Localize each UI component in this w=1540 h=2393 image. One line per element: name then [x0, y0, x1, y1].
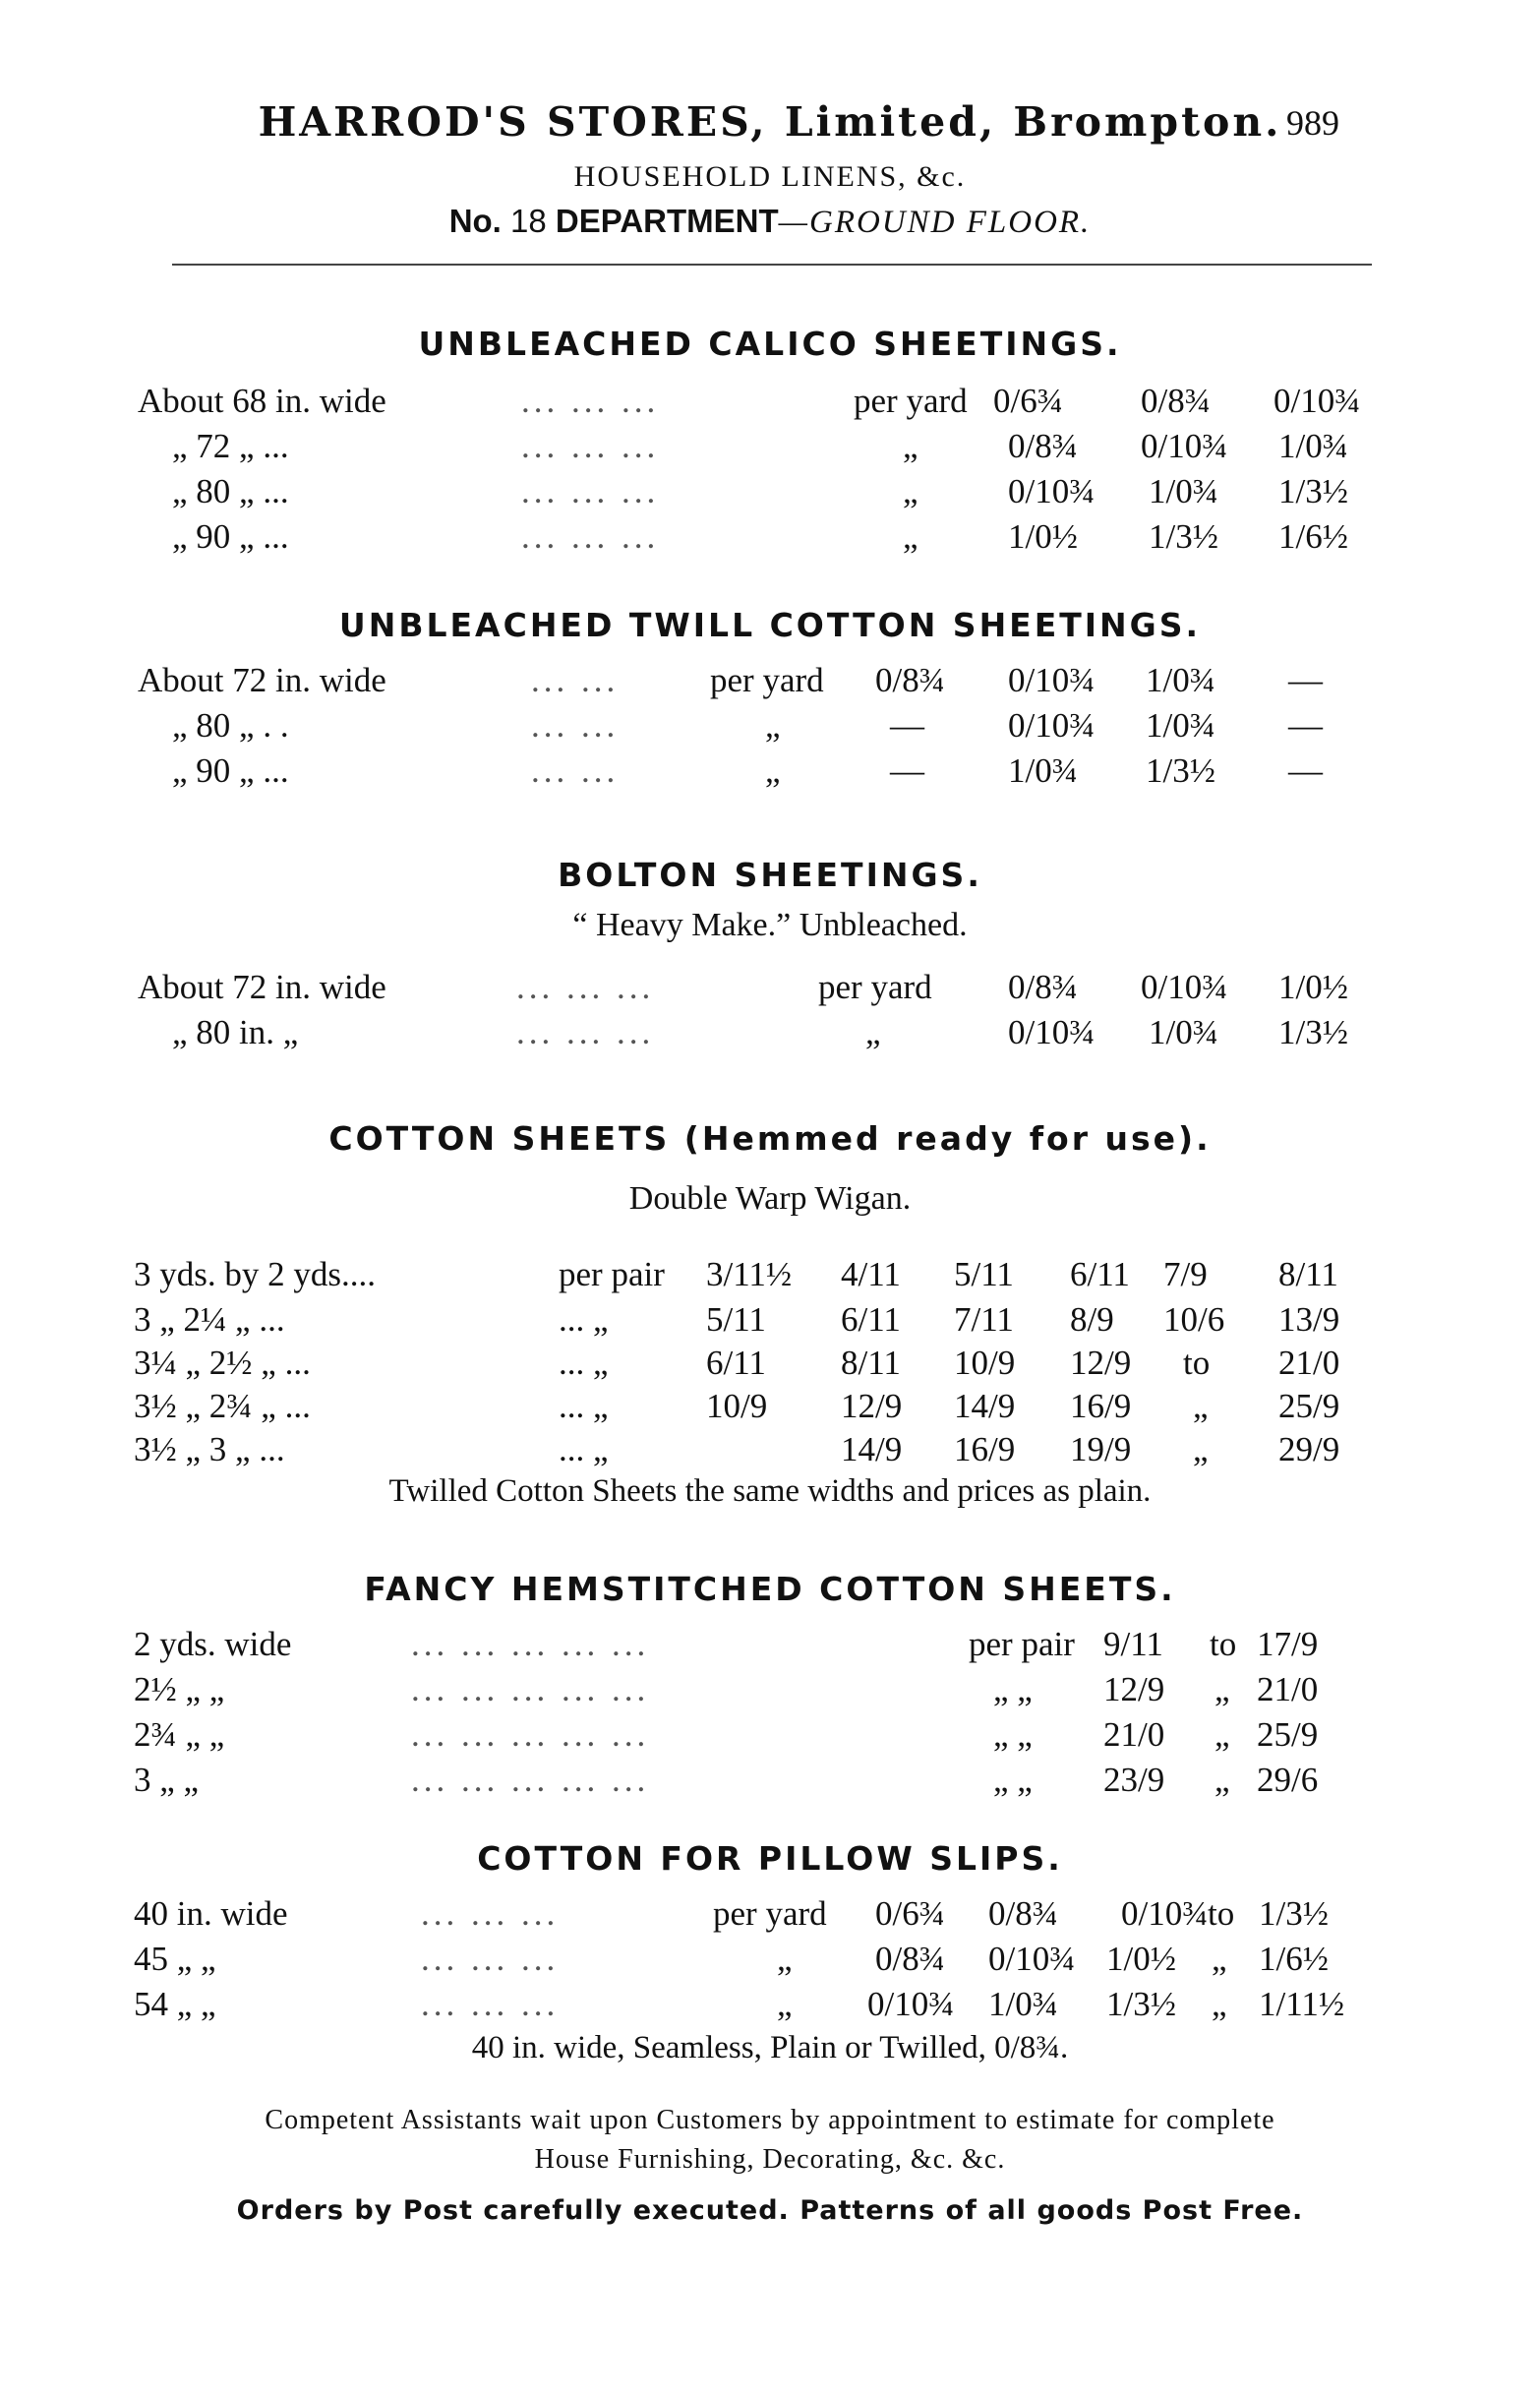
price-cell: „	[1193, 1430, 1209, 1468]
price-cell: 1/0¾	[1146, 661, 1215, 699]
price-cell: 0/10¾	[988, 1940, 1076, 1978]
footer-line-2: House Furnishing, Decorating, &c. &c.	[534, 2144, 1006, 2175]
table-row	[0, 1013, 1540, 1056]
table-row	[0, 1894, 1540, 1938]
leader-dots: ... ... ...	[516, 1013, 655, 1051]
price-cell: 1/0¾	[988, 1985, 1058, 2023]
price-cell: 12/9	[841, 1387, 903, 1425]
section-title-cotton-sheets: COTTON SHEETS (Hemmed ready for use).	[328, 1119, 1212, 1158]
cotton-sheets-subline: Double Warp Wigan.	[628, 1180, 912, 1217]
table-row	[0, 1761, 1540, 1804]
table-row	[0, 1940, 1540, 1983]
unit-cell: ... „	[559, 1300, 609, 1339]
price-cell: —	[890, 751, 924, 790]
unit-cell: per yard	[818, 968, 932, 1006]
price-cell: 16/9	[954, 1430, 1016, 1468]
size-cell: „ 90 „ ...	[172, 517, 289, 556]
size-cell: 3½ „ 2¾ „ ...	[134, 1387, 311, 1425]
footer-line-3: Orders by Post carefully executed. Patterns of all goods Post Free.	[236, 2195, 1304, 2226]
price-cell: 13/9	[1278, 1300, 1340, 1339]
price-cell: 0/10¾	[1273, 382, 1361, 420]
price-cell: 8/11	[841, 1344, 901, 1382]
leader-dots: ... ... ...	[516, 968, 655, 1006]
leader-dots: ... ... ...	[521, 517, 660, 556]
price-cell: 1/0¾	[1146, 706, 1215, 745]
price-cell: 21/0	[1278, 1344, 1340, 1382]
price-cell: 21/0	[1103, 1715, 1165, 1754]
unit-cell: „	[777, 1940, 793, 1978]
size-cell: „ 72 „ ...	[172, 427, 289, 465]
unit-cell: „ „	[993, 1670, 1033, 1708]
table-row	[0, 968, 1540, 1011]
section-title-hemstitched: FANCY HEMSTITCHED COTTON SHEETS.	[364, 1570, 1176, 1608]
dept-number: 18	[510, 203, 547, 239]
size-cell: „ 80 in. „	[172, 1013, 299, 1051]
size-cell: 3¼ „ 2½ „ ...	[134, 1344, 311, 1382]
unit-cell: per pair	[559, 1255, 665, 1293]
leader-dots: ... ... ...	[421, 1940, 560, 1978]
price-cell: 29/9	[1278, 1430, 1340, 1468]
price-cell: 0/8¾	[875, 1940, 945, 1978]
price-cell: 1/11½	[1259, 1985, 1345, 2023]
price-cell: 16/9	[1070, 1387, 1132, 1425]
leader-dots: ... ...	[531, 661, 620, 699]
price-cell: —	[1288, 661, 1323, 699]
price-cell: 25/9	[1278, 1387, 1340, 1425]
table-row	[0, 661, 1540, 704]
unit-cell: „	[903, 517, 918, 556]
price-cell: 1/3½	[1259, 1894, 1329, 1933]
table-row	[0, 427, 1540, 470]
table-row	[0, 1344, 1540, 1387]
leader-dots: ... ... ... ... ...	[411, 1670, 650, 1708]
price-cell: „	[1214, 1715, 1230, 1754]
price-cell: 6/11	[1070, 1255, 1130, 1293]
price-cell: 1/6½	[1278, 517, 1348, 556]
price-cell: 1/0¾	[1278, 427, 1348, 465]
leader-dots: ... ... ...	[521, 427, 660, 465]
unit-cell: per yard	[854, 382, 968, 420]
price-cell: 12/9	[1070, 1344, 1132, 1382]
size-cell: About 68 in. wide	[138, 382, 386, 420]
size-cell: About 72 in. wide	[138, 661, 386, 699]
price-cell: 0/8¾	[875, 661, 945, 699]
price-cell: 10/9	[706, 1387, 768, 1425]
table-row	[0, 472, 1540, 515]
unit-cell: „	[903, 427, 918, 465]
dept-label: No.	[448, 203, 502, 239]
price-cell: 1/0¾	[1149, 1013, 1218, 1051]
unit-cell: ... „	[559, 1344, 609, 1382]
price-cell: 1/3½	[1106, 1985, 1176, 2023]
bolton-subline: “ Heavy Make.” Unbleached.	[572, 907, 968, 943]
table-row	[0, 1387, 1540, 1430]
size-cell: 2¾ „ „	[134, 1715, 225, 1754]
price-cell: 25/9	[1257, 1715, 1319, 1754]
leader-dots: ... ...	[531, 751, 620, 790]
price-cell: 19/9	[1070, 1430, 1132, 1468]
dept-name: DEPARTMENT	[555, 203, 779, 239]
size-cell: „ 90 „ ...	[172, 751, 289, 790]
price-cell: 0/8¾	[988, 1894, 1058, 1933]
section-title-twill: UNBLEACHED TWILL COTTON SHEETINGS.	[338, 606, 1202, 644]
size-cell: „ 80 „ . .	[172, 706, 289, 745]
unit-cell: „ „	[993, 1761, 1033, 1799]
size-cell: 3 „ 2¼ „ ...	[134, 1300, 285, 1339]
cotton-sheets-note: Twilled Cotton Sheets the same widths and prices as plain.	[388, 1473, 1152, 1509]
price-cell: 17/9	[1257, 1625, 1319, 1663]
unit-cell: „	[865, 1013, 881, 1051]
table-row	[0, 1255, 1540, 1298]
price-cell: 0/10¾	[867, 1985, 955, 2023]
price-cell: —	[890, 706, 924, 745]
table-row	[0, 1985, 1540, 2028]
price-cell: 5/11	[706, 1300, 766, 1339]
size-cell: 2 yds. wide	[134, 1625, 292, 1663]
price-cell: 3/11½	[706, 1255, 793, 1293]
price-cell: 0/10¾	[1008, 706, 1096, 745]
price-cell: 7/11	[954, 1300, 1014, 1339]
price-cell: 5/11	[954, 1255, 1014, 1293]
price-cell: 1/3½	[1278, 472, 1348, 510]
header-divider	[172, 264, 1372, 266]
department-heading	[0, 203, 1540, 241]
size-cell: 3½ „ 3 „ ...	[134, 1430, 285, 1468]
price-cell: 1/3½	[1146, 751, 1215, 790]
size-cell: 2½ „ „	[134, 1670, 225, 1708]
price-cell: —	[1288, 751, 1323, 790]
price-cell: „	[1212, 1985, 1227, 2023]
department-subtitle: HOUSEHOLD LINENS, &c.	[573, 160, 967, 193]
size-cell: 45 „ „	[134, 1940, 216, 1978]
dept-floor: —GROUND FLOOR.	[778, 205, 1092, 240]
price-cell: 4/11	[841, 1255, 901, 1293]
price-cell: 14/9	[954, 1387, 1016, 1425]
unit-cell: „	[777, 1985, 793, 2023]
price-cell: 8/11	[1278, 1255, 1338, 1293]
unit-cell: ... „	[559, 1430, 609, 1468]
price-cell: 10/9	[954, 1344, 1016, 1382]
size-cell: 40 in. wide	[134, 1894, 288, 1933]
unit-cell: per yard	[713, 1894, 827, 1933]
price-cell: 14/9	[841, 1430, 903, 1468]
unit-cell: „	[903, 472, 918, 510]
unit-cell: „	[765, 706, 781, 745]
price-cell: 0/8¾	[1008, 968, 1078, 1006]
store-title: HARROD'S STORES, Limited, Brompton.	[258, 98, 1282, 146]
table-row	[0, 1715, 1540, 1759]
price-cell: 0/10¾	[1141, 968, 1228, 1006]
price-cell: 1/3½	[1278, 1013, 1348, 1051]
table-row	[0, 751, 1540, 795]
price-cell: to	[1208, 1894, 1235, 1933]
leader-dots: ... ... ...	[521, 472, 660, 510]
unit-cell: per yard	[710, 661, 824, 699]
leader-dots: ... ... ... ... ...	[411, 1625, 650, 1663]
size-cell: About 72 in. wide	[138, 968, 386, 1006]
section-title-pillow-slips: COTTON FOR PILLOW SLIPS.	[477, 1839, 1063, 1878]
price-cell: 0/10¾	[1008, 1013, 1096, 1051]
price-cell: „	[1214, 1670, 1230, 1708]
price-cell: 1/6½	[1259, 1940, 1329, 1978]
leader-dots: ... ... ... ... ...	[411, 1715, 650, 1754]
price-cell: 0/10¾	[1008, 472, 1096, 510]
price-cell: 1/3½	[1149, 517, 1218, 556]
price-cell: 23/9	[1103, 1761, 1165, 1799]
price-cell: 6/11	[706, 1344, 766, 1382]
price-cell: „	[1214, 1761, 1230, 1799]
leader-dots: ... ... ... ... ...	[411, 1761, 650, 1799]
pillow-slips-note: 40 in. wide, Seamless, Plain or Twilled, 0/8¾.	[471, 2030, 1069, 2065]
leader-dots: ... ... ...	[421, 1894, 560, 1933]
unit-cell: „ „	[993, 1715, 1033, 1754]
page-number: 989	[1286, 103, 1339, 143]
price-cell: 0/6¾	[875, 1894, 945, 1933]
table-row	[0, 1670, 1540, 1713]
table-row	[0, 706, 1540, 749]
price-cell: 1/0½	[1278, 968, 1348, 1006]
footer-line-1: Competent Assistants wait upon Customers by appointment to estimate for complete	[265, 2105, 1275, 2135]
leader-dots: ... ... ...	[521, 382, 660, 420]
price-cell: „	[1193, 1387, 1209, 1425]
price-cell: 29/6	[1257, 1761, 1319, 1799]
section-title-bolton: BOLTON SHEETINGS.	[558, 856, 982, 894]
price-cell: 0/8¾	[1008, 427, 1078, 465]
price-cell: 7/9	[1163, 1255, 1208, 1293]
price-cell: 0/10¾	[1008, 661, 1096, 699]
price-cell: 0/8¾	[1141, 382, 1211, 420]
price-cell: 6/11	[841, 1300, 901, 1339]
price-cell: 1/0½	[1008, 517, 1078, 556]
price-cell: 12/9	[1103, 1670, 1165, 1708]
size-cell: „ 80 „ ...	[172, 472, 289, 510]
section-title-calico: UNBLEACHED CALICO SHEETINGS.	[418, 325, 1122, 363]
size-cell: 54 „ „	[134, 1985, 216, 2023]
unit-cell: „	[765, 751, 781, 790]
table-row	[0, 1625, 1540, 1668]
price-cell: to	[1183, 1344, 1211, 1382]
price-cell: 8/9	[1070, 1300, 1114, 1339]
leader-dots: ... ...	[531, 706, 620, 745]
size-cell: 3 yds. by 2 yds....	[134, 1255, 376, 1293]
leader-dots: ... ... ...	[421, 1985, 560, 2023]
price-cell: —	[1288, 706, 1323, 745]
price-cell: to	[1210, 1625, 1237, 1663]
price-cell: 10/6	[1163, 1300, 1225, 1339]
price-cell: 21/0	[1257, 1670, 1319, 1708]
unit-cell: ... „	[559, 1387, 609, 1425]
price-cell: 1/0¾	[1008, 751, 1078, 790]
price-cell: 1/0½	[1106, 1940, 1176, 1978]
price-cell: 0/6¾	[993, 382, 1063, 420]
price-cell: 9/11	[1103, 1625, 1163, 1663]
price-cell: 0/10¾	[1121, 1894, 1209, 1933]
table-row	[0, 1300, 1540, 1344]
table-row	[0, 1430, 1540, 1473]
size-cell: 3 „ „	[134, 1761, 200, 1799]
price-cell: 0/10¾	[1141, 427, 1228, 465]
unit-cell: per pair	[969, 1625, 1075, 1663]
table-row	[0, 517, 1540, 561]
price-cell: „	[1212, 1940, 1227, 1978]
table-row	[0, 382, 1540, 425]
price-cell: 1/0¾	[1149, 472, 1218, 510]
